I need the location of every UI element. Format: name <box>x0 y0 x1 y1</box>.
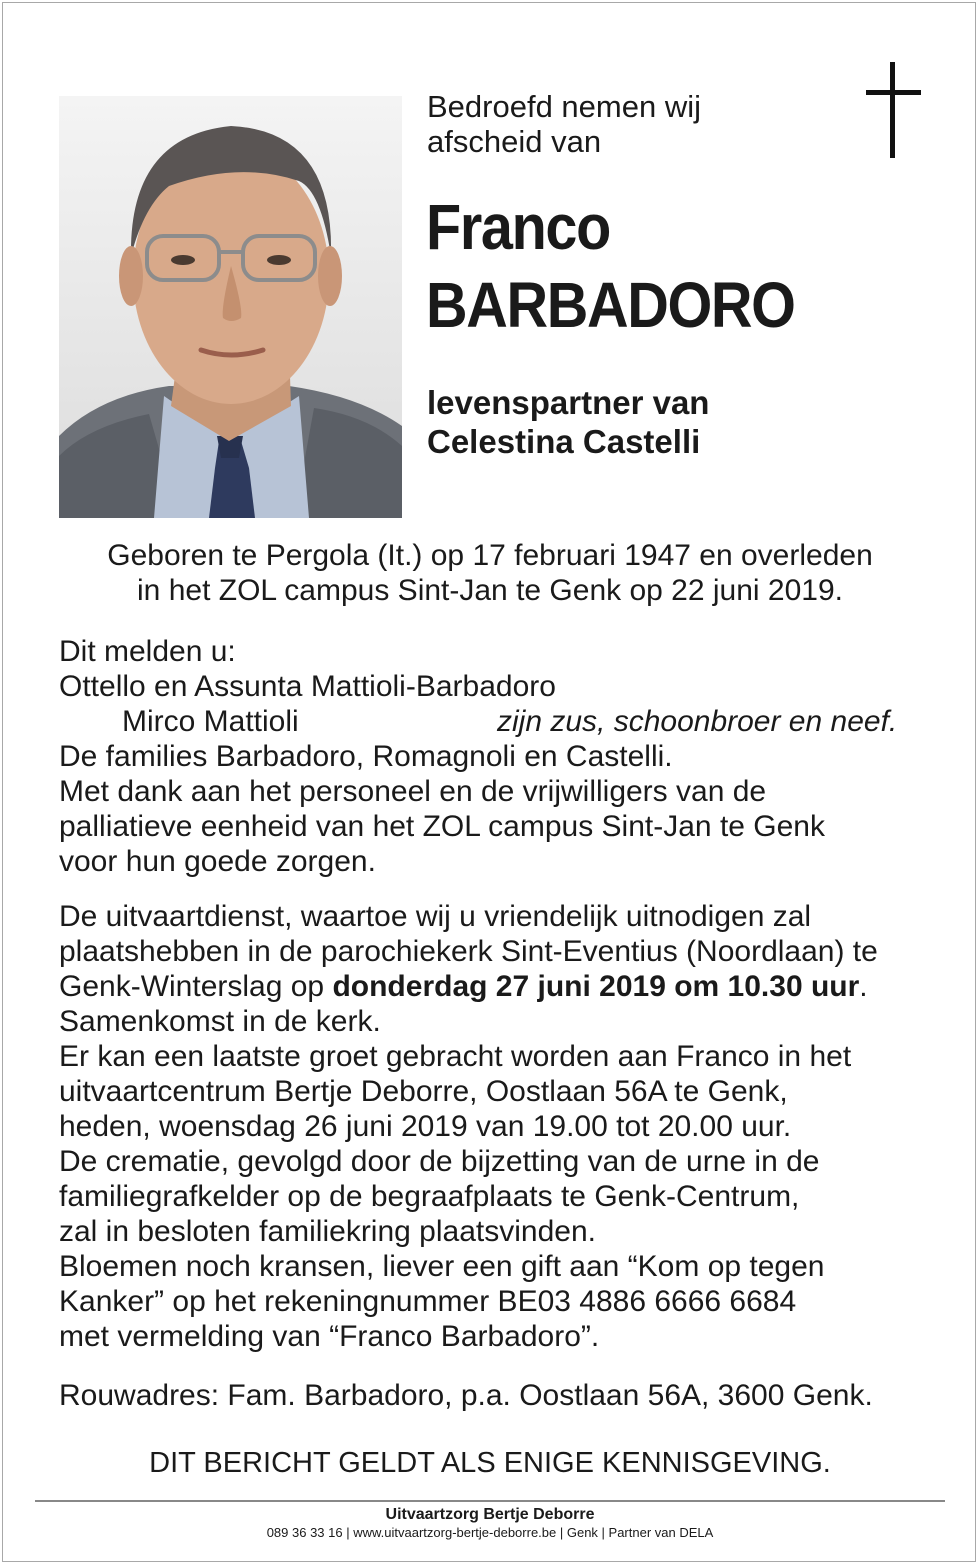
service-date: donderdag 27 juni 2019 om 10.30 uur <box>332 970 860 1003</box>
partner-text <box>427 383 709 461</box>
footer-contact: 089 36 33 16 | www.uitvaartzorg-bertje-deborre.be | Genk | Partner van DELA <box>266 1525 714 1540</box>
relation-text: zijn zus, schoonbroer en neef. <box>497 705 898 738</box>
cross-icon <box>862 62 924 160</box>
service-text: Genk-Winterslag op <box>59 970 333 1003</box>
announcement-block <box>59 634 959 879</box>
service-line: heden, woensdag 26 juni 2019 van 19.00 tot 20.00 uur. <box>59 1110 792 1143</box>
announce-line: Dit melden u: <box>59 635 236 668</box>
birth-death-text <box>0 538 980 608</box>
footer-divider <box>35 1500 945 1502</box>
partner-line: levenspartner van <box>427 384 710 421</box>
service-line: met vermelding van “Franco Barbadoro”. <box>59 1320 600 1353</box>
service-line: Samenkomst in de kerk. <box>59 1005 381 1038</box>
service-line: familiegrafkelder op de begraafplaats te Genk-Centrum, <box>59 1180 800 1213</box>
birth-line: in het ZOL campus Sint-Jan te Genk op 22 juni 2019. <box>137 574 843 607</box>
notice-text: DIT BERICHT GELDT ALS ENIGE KENNISGEVING. <box>149 1447 831 1479</box>
intro-line: Bedroefd nemen wij <box>427 89 701 124</box>
service-block <box>59 899 959 1354</box>
partner-line: Celestina Castelli <box>427 423 701 460</box>
service-line: uitvaartcentrum Bertje Deborre, Oostlaan 56A te Genk, <box>59 1075 788 1108</box>
service-line: Er kan een laatste groet gebracht worden aan Franco in het <box>59 1040 852 1073</box>
last-name: BARBADORO <box>426 269 795 341</box>
service-line: Bloemen noch kransen, liever een gift aan “Kom op tegen <box>59 1250 825 1283</box>
birth-line: Geboren te Pergola (It.) op 17 februari 1947 en overleden <box>107 539 873 572</box>
service-line: De uitvaartdienst, waartoe wij u vriendelijk uitnodigen zal <box>59 900 812 933</box>
service-line: Kanker” op het rekeningnummer BE03 4886 6666 6684 <box>59 1285 797 1318</box>
announce-line: Ottello en Assunta Mattioli-Barbadoro <box>59 670 556 703</box>
portrait-photo <box>59 96 402 518</box>
first-name: Franco <box>426 191 610 263</box>
address-line: Rouwadres: Fam. Barbadoro, p.a. Oostlaan 56A, 3600 Genk. <box>59 1379 873 1412</box>
announce-line: palliatieve eenheid van het ZOL campus Sint-Jan te Genk <box>59 810 825 843</box>
intro-text <box>427 89 701 159</box>
relative-name: Mirco Mattioli <box>122 705 299 738</box>
service-text: . <box>859 970 868 1003</box>
service-line <box>59 969 959 1004</box>
announce-line: De families Barbadoro, Romagnoli en Castelli. <box>59 740 673 773</box>
intro-line: afscheid van <box>427 124 602 159</box>
footer-company: Uitvaartzorg Bertje Deborre <box>385 1506 595 1523</box>
service-line: De crematie, gevolgd door de bijzetting van de urne in de <box>59 1145 820 1178</box>
service-line: plaatshebben in de parochiekerk Sint-Eventius (Noordlaan) te <box>59 935 878 968</box>
announce-line <box>59 704 959 739</box>
service-line: zal in besloten familiekring plaatsvinden. <box>59 1215 596 1248</box>
announce-line: voor hun goede zorgen. <box>59 845 376 878</box>
announce-line: Met dank aan het personeel en de vrijwilligers van de <box>59 775 767 808</box>
